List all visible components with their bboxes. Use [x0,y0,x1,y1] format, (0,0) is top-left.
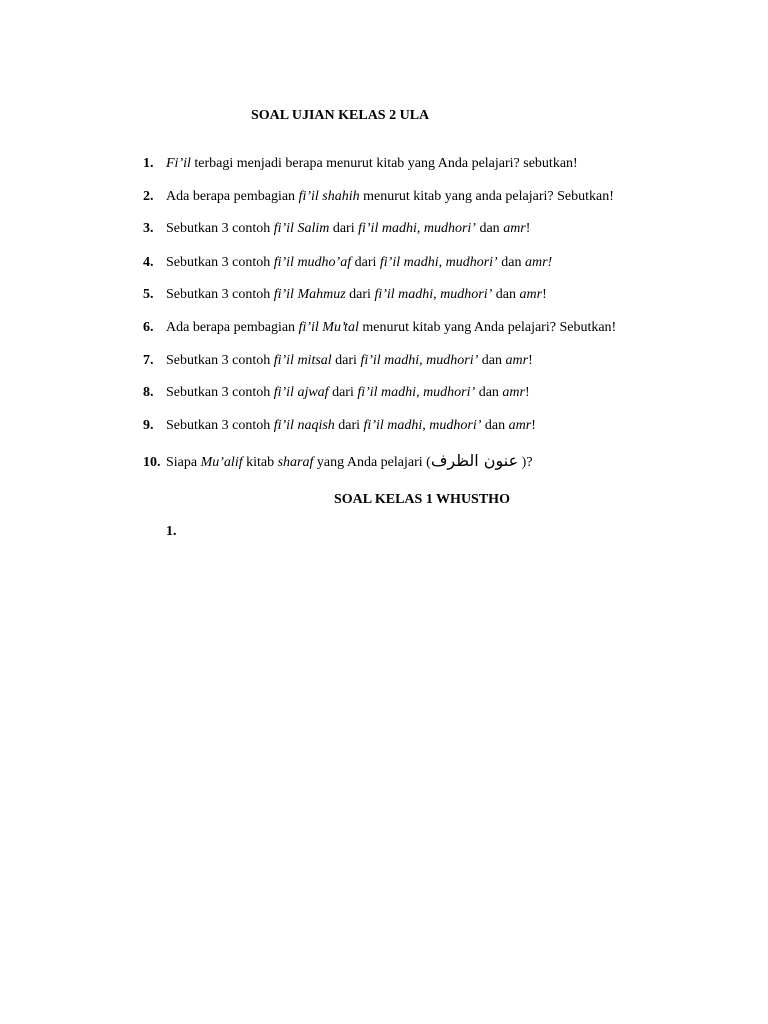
question-item [143,155,578,173]
question-text [166,385,530,400]
question-text-segment: fi’il Salim [273,221,330,236]
question-text-segment: dan [481,418,509,433]
question-number: 1. [143,156,154,171]
question-text [166,418,536,433]
question-text-segment: mudhori’ [429,418,482,433]
question-item [143,220,530,238]
question-text-segment: Sebutkan 3 contoh [166,385,274,400]
question-text-segment: dari [345,287,375,302]
question-text-segment: fi’il madhi [358,221,417,236]
question-text-segment: fi’il madhi [363,418,423,433]
section-1-title: SOAL UJIAN KELAS 2 ULA [251,108,430,123]
question-item [143,352,533,370]
question-text-segment: Sebutkan 3 contoh [166,221,274,236]
question-text-segment: Sebutkan 3 contoh [166,255,274,270]
question-number: 6. [143,320,154,335]
question-text [166,451,533,470]
question-text [166,353,533,368]
question-text-segment: dan [478,353,506,368]
question-text-segment: Sebutkan 3 contoh [166,287,274,302]
question-text-segment: mudhori’ [440,287,493,302]
question-text-segment: mudhori’ [445,255,498,270]
question-text-segment: Fi’il [166,156,191,171]
question-text-segment: yang Anda pelajari ( [313,455,431,470]
question-number: 10. [143,455,161,470]
question-text-segment: fi’il mudho’af [273,255,352,270]
question-number: 5. [143,287,154,302]
question-text-segment: fi’il Mu’tal [298,320,359,335]
question-text-segment: mudhori’ [423,221,476,236]
section-2-title: SOAL KELAS 1 WHUSTHO [334,492,510,507]
question-text-segment: ! [525,221,531,236]
question-text-segment: menurut kitab yang Anda pelajari? Sebutkan! [358,320,617,335]
question-text-segment: mudhori’ [423,385,476,400]
question-text-segment: dan [492,287,520,302]
question-text [166,221,530,236]
question-text [166,156,578,171]
question-text-segment: , [416,221,424,236]
question-item [143,254,552,272]
question-text-segment: fi’il ajwaf [273,385,329,400]
question-text-segment: dan [475,385,503,400]
question-text-segment: ! [524,385,530,400]
question-number: 3. [143,221,154,236]
question-text-segment: Ada berapa pembagian [166,189,299,204]
question-text-segment: , [419,353,427,368]
question-text-segment: , [416,385,424,400]
question-text-segment: amr! [524,255,553,270]
question-text-segment: menurut kitab yang anda pelajari? Sebutkan! [359,189,614,204]
question-text-segment: amr [505,353,529,368]
question-text-segment: amr [519,287,543,302]
question-text-segment: , [438,255,446,270]
section-2-question-number: 1. [166,524,177,539]
question-text-segment: fi’il mitsal [273,353,332,368]
question-text-segment: fi’il madhi [379,255,439,270]
question-text-segment: fi’il Mahmuz [273,287,346,302]
question-text-segment: dari [329,221,359,236]
question-item [143,384,530,402]
question-text-segment: dari [334,418,364,433]
question-item [143,188,614,206]
question-item [143,319,616,337]
question-text-segment: kitab [242,455,278,470]
question-text-segment: dan [497,255,525,270]
question-text-segment: Mu’alif [200,455,243,470]
question-number: 7. [143,353,154,368]
question-number: 8. [143,385,154,400]
question-text-segment: fi’il madhi [374,287,434,302]
question-text [166,320,616,335]
question-text-segment: Siapa [166,455,201,470]
question-text-segment: dari [328,385,358,400]
question-text [166,287,547,302]
question-text-segment: Sebutkan 3 contoh [166,418,274,433]
question-text-segment: dan [475,221,504,236]
question-item [143,286,547,304]
question-text-segment: )? [518,455,533,470]
question-text-segment: , [422,418,430,433]
question-text-segment: , [433,287,441,302]
question-text-segment: mudhori’ [426,353,479,368]
question-text-segment: terbagi menjadi berapa menurut kitab yang Anda pelajari? sebutkan! [190,156,578,171]
question-text-segment: fi’il madhi [360,353,420,368]
question-text-segment: ! [531,418,536,433]
question-item [143,452,533,472]
question-text-segment: sharaf [277,455,314,470]
question-text-segment: amr [503,221,526,236]
question-text-segment: fi’il naqish [273,418,335,433]
question-text-segment: Sebutkan 3 contoh [166,353,274,368]
question-text-segment: ! [542,287,547,302]
question-text-segment: amr [502,385,525,400]
question-text-segment: amr [508,418,532,433]
question-number: 4. [143,255,154,270]
question-text [166,255,552,270]
question-text-segment: ! [528,353,533,368]
question-text-segment: fi’il shahih [298,189,360,204]
arabic-title-text: عنون الظرف [430,451,519,470]
question-number: 9. [143,418,154,433]
question-text-segment: dari [331,353,361,368]
question-text-segment: dari [351,255,380,270]
question-text-segment: Ada berapa pembagian [166,320,299,335]
question-text-segment: fi’il madhi [357,385,417,400]
question-item [143,417,536,435]
question-number: 2. [143,189,154,204]
question-text [166,189,614,204]
